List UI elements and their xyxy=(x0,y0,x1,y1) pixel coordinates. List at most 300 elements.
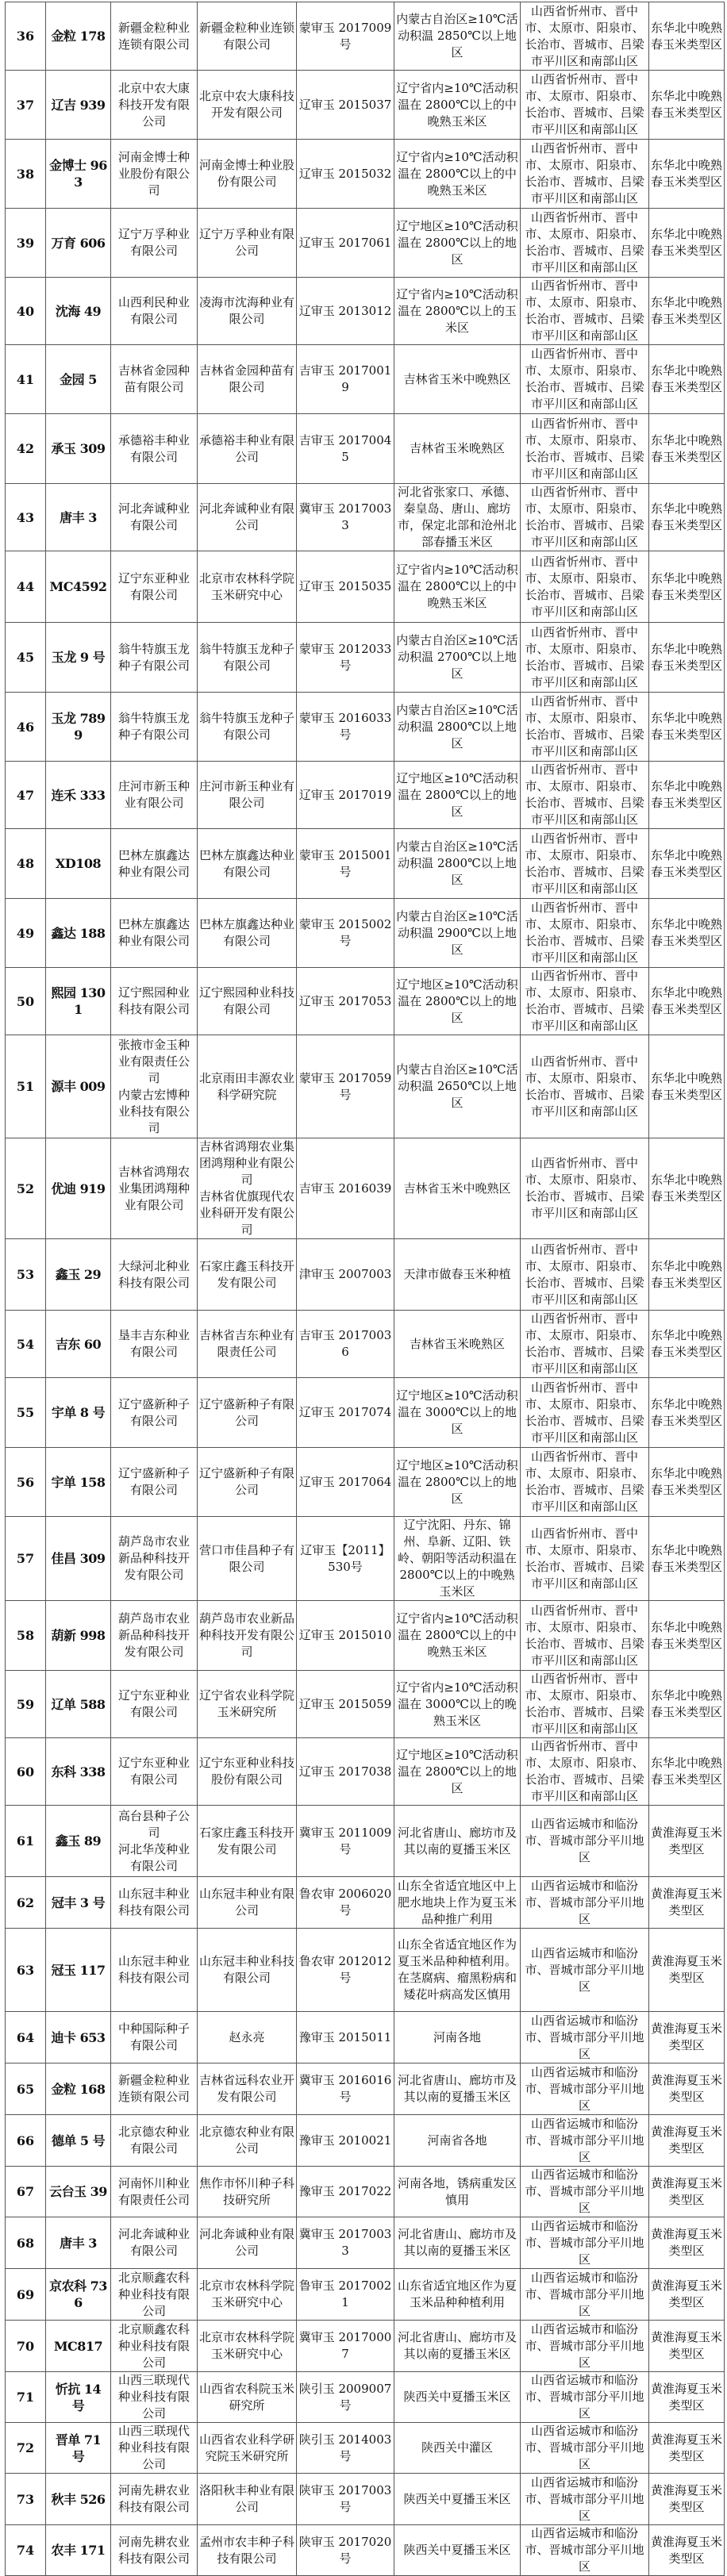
ecological-type-zone: 东华北中晚熟春玉米类型区 xyxy=(649,345,725,414)
breeder-cell: 凌海市沈海种业有限公司 xyxy=(198,278,297,345)
suitable-region: 内蒙古自治区≥10℃活动积温 2650℃以上地区 xyxy=(394,1035,521,1138)
applicant-cell: 山西三联现代种业科技有限公司 xyxy=(111,2372,198,2423)
ecological-type-zone: 东华北中晚熟春玉米类型区 xyxy=(649,71,725,140)
shanxi-introduction-region: 山西省忻州市、晋中市、太原市、阳泉市、长治市、晋城市、吕梁市平川区和南部山区 xyxy=(521,484,649,551)
row-number: 63 xyxy=(6,1929,46,2012)
variety-name: 万育 606 xyxy=(46,209,111,278)
variety-name: 忻抗 14 号 xyxy=(46,2372,111,2423)
row-number: 51 xyxy=(6,1035,46,1138)
approval-number: 津审玉 2007003 xyxy=(297,1239,394,1311)
row-number: 74 xyxy=(6,2525,46,2576)
table-row xyxy=(6,2012,725,2063)
applicant-cell: 承德裕丰种业有限公司 xyxy=(111,414,198,484)
breeder-cell: 庄河市新玉种业有限公司 xyxy=(198,762,297,829)
table-row xyxy=(6,2,725,71)
shanxi-introduction-region: 山西省运城市和临汾市、晋城市部分平川地区 xyxy=(521,1929,649,2012)
shanxi-introduction-region: 山西省忻州市、晋中市、太原市、阳泉市、长治市、晋城市、吕梁市平川区和南部山区 xyxy=(521,2,649,71)
table-row xyxy=(6,2217,725,2269)
suitable-region: 辽宁省内≥10℃活动积温在 2800℃以上的中晚熟玉米区 xyxy=(394,1601,521,1671)
ecological-type-zone: 东华北中晚熟春玉米类型区 xyxy=(649,209,725,278)
table-row xyxy=(6,1517,725,1601)
approval-number: 辽审玉 2015059 xyxy=(297,1671,394,1738)
approval-number: 辽审玉 2017038 xyxy=(297,1738,394,1806)
shanxi-introduction-region: 山西省忻州市、晋中市、太原市、阳泉市、长治市、晋城市、吕梁市平川区和南部山区 xyxy=(521,140,649,209)
applicant-cell: 河南怀川种业有限责任公司 xyxy=(111,2167,198,2217)
corn-variety-table xyxy=(5,2,725,2576)
applicant-cell: 辽宁东亚种业有限公司 xyxy=(111,1738,198,1806)
shanxi-introduction-region: 山西省忻州市、晋中市、太原市、阳泉市、长治市、晋城市、吕梁市平川区和南部山区 xyxy=(521,829,649,899)
shanxi-introduction-region: 山西省忻州市、晋中市、太原市、阳泉市、长治市、晋城市、吕梁市平川区和南部山区 xyxy=(521,693,649,762)
variety-name: 鑫玉 29 xyxy=(46,1239,111,1311)
applicant-cell: 北京顺鑫农科种业科技有限公司 xyxy=(111,2321,198,2372)
row-number: 43 xyxy=(6,484,46,551)
approval-number: 辽审玉 2015037 xyxy=(297,71,394,140)
breeder-cell: 翁牛特旗玉龙种子有限公司 xyxy=(198,693,297,762)
ecological-type-zone: 东华北中晚熟春玉米类型区 xyxy=(649,1448,725,1517)
applicant-cell: 山西利民种业有限公司 xyxy=(111,278,198,345)
applicant-cell: 巴林左旗鑫达种业有限公司 xyxy=(111,829,198,899)
table-row xyxy=(6,1877,725,1929)
shanxi-introduction-region: 山西省忻州市、晋中市、太原市、阳泉市、长治市、晋城市、吕梁市平川区和南部山区 xyxy=(521,1671,649,1738)
table-row xyxy=(6,899,725,968)
ecological-type-zone: 东华北中晚熟春玉米类型区 xyxy=(649,899,725,968)
shanxi-introduction-region: 山西省忻州市、晋中市、太原市、阳泉市、长治市、晋城市、吕梁市平川区和南部山区 xyxy=(521,278,649,345)
table-row xyxy=(6,1378,725,1448)
shanxi-introduction-region: 山西省运城市和临汾市、晋城市部分平川地区 xyxy=(521,2474,649,2525)
shanxi-introduction-region: 山西省忻州市、晋中市、太原市、阳泉市、长治市、晋城市、吕梁市平川区和南部山区 xyxy=(521,762,649,829)
row-number: 45 xyxy=(6,623,46,693)
breeder-cell: 葫芦岛市农业新品种科技开发有限公司 xyxy=(198,1601,297,1671)
ecological-type-zone: 黄淮海夏玉米类型区 xyxy=(649,2474,725,2525)
row-number: 64 xyxy=(6,2012,46,2063)
approval-number: 鲁农审 2012012号 xyxy=(297,1929,394,2012)
breeder-cell: 北京德农种业有限公司 xyxy=(198,2115,297,2167)
suitable-region: 河北省唐山、廊坊市及其以南的夏播玉米区 xyxy=(394,2321,521,2372)
variety-name: 宇单 8 号 xyxy=(46,1378,111,1448)
table-row xyxy=(6,345,725,414)
approval-number: 冀审玉 2016016号 xyxy=(297,2063,394,2115)
breeder-cell: 巴林左旗鑫达种业有限公司 xyxy=(198,899,297,968)
approval-number: 辽审玉【2011】530号 xyxy=(297,1517,394,1601)
shanxi-introduction-region: 山西省运城市和临汾市、晋城市部分平川地区 xyxy=(521,1806,649,1877)
table-row xyxy=(6,414,725,484)
shanxi-introduction-region: 山西省忻州市、晋中市、太原市、阳泉市、长治市、晋城市、吕梁市平川区和南部山区 xyxy=(521,899,649,968)
table-row xyxy=(6,1239,725,1311)
approval-number: 陕审玉 2017003号 xyxy=(297,2474,394,2525)
applicant-cell: 山东冠丰种业科技有限公司 xyxy=(111,1877,198,1929)
row-number: 48 xyxy=(6,829,46,899)
variety-name: 吉东 60 xyxy=(46,1311,111,1378)
ecological-type-zone: 东华北中晚熟春玉米类型区 xyxy=(649,1738,725,1806)
shanxi-introduction-region: 山西省忻州市、晋中市、太原市、阳泉市、长治市、晋城市、吕梁市平川区和南部山区 xyxy=(521,1311,649,1378)
row-number: 62 xyxy=(6,1877,46,1929)
row-number: 37 xyxy=(6,71,46,140)
row-number: 69 xyxy=(6,2269,46,2321)
variety-name: 农丰 171 xyxy=(46,2525,111,2576)
ecological-type-zone: 黄淮海夏玉米类型区 xyxy=(649,2269,725,2321)
suitable-region: 吉林省玉米中晚熟区 xyxy=(394,345,521,414)
variety-name: 晋单 71 号 xyxy=(46,2423,111,2474)
row-number: 61 xyxy=(6,1806,46,1877)
table-row xyxy=(6,2525,725,2576)
approval-number: 陕引玉 2009007号 xyxy=(297,2372,394,2423)
table-row xyxy=(6,1035,725,1138)
table-row xyxy=(6,693,725,762)
variety-name: 冠玉 117 xyxy=(46,1929,111,2012)
table-row xyxy=(6,2321,725,2372)
suitable-region: 辽宁省内≥10℃活动积温在 3000℃以上的晚熟玉米区 xyxy=(394,1671,521,1738)
approval-number: 吉审玉 20170036 xyxy=(297,1311,394,1378)
approval-number: 辽审玉 2017074 xyxy=(297,1378,394,1448)
variety-name: 辽吉 939 xyxy=(46,71,111,140)
table-row xyxy=(6,829,725,899)
applicant-cell: 河南金博士种业股份有限公司 xyxy=(111,140,198,209)
table-row xyxy=(6,2372,725,2423)
variety-name: 秋丰 526 xyxy=(46,2474,111,2525)
suitable-region: 内蒙古自治区≥10℃活动积温 2850℃以上地区 xyxy=(394,2,521,71)
ecological-type-zone: 黄淮海夏玉米类型区 xyxy=(649,2372,725,2423)
breeder-cell: 洛阳秋丰种业有限公司 xyxy=(198,2474,297,2525)
applicant-cell: 北京中农大康科技开发有限公司 xyxy=(111,71,198,140)
row-number: 55 xyxy=(6,1378,46,1448)
variety-name: 承玉 309 xyxy=(46,414,111,484)
variety-name: 京农科 736 xyxy=(46,2269,111,2321)
suitable-region: 河北省唐山、廊坊市及其以南的夏播玉米区 xyxy=(394,2217,521,2269)
ecological-type-zone: 黄淮海夏玉米类型区 xyxy=(649,2115,725,2167)
breeder-cell: 吉林省远科农业开发有限公司 xyxy=(198,2063,297,2115)
approval-number: 蒙审玉 2015001号 xyxy=(297,829,394,899)
row-number: 70 xyxy=(6,2321,46,2372)
row-number: 54 xyxy=(6,1311,46,1378)
table-row xyxy=(6,140,725,209)
table-body xyxy=(6,2,725,2576)
applicant-cell: 大绿河北种业科技有限公司 xyxy=(111,1239,198,1311)
variety-name: 金园 5 xyxy=(46,345,111,414)
shanxi-introduction-region: 山西省忻州市、晋中市、太原市、阳泉市、长治市、晋城市、吕梁市平川区和南部山区 xyxy=(521,1035,649,1138)
breeder-cell: 山西省农科院玉米研究所 xyxy=(198,2372,297,2423)
ecological-type-zone: 东华北中晚熟春玉米类型区 xyxy=(649,1311,725,1378)
applicant-cell: 辽宁东亚种业有限公司 xyxy=(111,1671,198,1738)
suitable-region: 辽宁地区≥10℃活动积温在 2800℃以上的地区 xyxy=(394,762,521,829)
suitable-region: 陕西关中夏播玉米区 xyxy=(394,2474,521,2525)
variety-name: 辽单 588 xyxy=(46,1671,111,1738)
row-number: 56 xyxy=(6,1448,46,1517)
ecological-type-zone: 黄淮海夏玉米类型区 xyxy=(649,2012,725,2063)
variety-name: MC4592 xyxy=(46,551,111,623)
approval-number: 豫审玉 2017022 xyxy=(297,2167,394,2217)
suitable-region: 吉林省玉米中晚熟区 xyxy=(394,1138,521,1239)
row-number: 44 xyxy=(6,551,46,623)
shanxi-introduction-region: 山西省忻州市、晋中市、太原市、阳泉市、长治市、晋城市、吕梁市平川区和南部山区 xyxy=(521,1239,649,1311)
approval-number: 豫审玉 2015011 xyxy=(297,2012,394,2063)
breeder-cell: 吉林省金园种苗有限公司 xyxy=(198,345,297,414)
approval-number: 蒙审玉 2015002号 xyxy=(297,899,394,968)
suitable-region: 内蒙古自治区≥10℃活动积温 2700℃以上地区 xyxy=(394,623,521,693)
variety-name: 唐丰 3 xyxy=(46,484,111,551)
shanxi-introduction-region: 山西省运城市和临汾市、晋城市部分平川地区 xyxy=(521,2372,649,2423)
applicant-cell: 河北奔诚种业有限公司 xyxy=(111,484,198,551)
approval-number: 辽审玉 2015010 xyxy=(297,1601,394,1671)
row-number: 36 xyxy=(6,2,46,71)
applicant-cell: 新疆金粒种业连锁有限公司 xyxy=(111,2063,198,2115)
shanxi-introduction-region: 山西省忻州市、晋中市、太原市、阳泉市、长治市、晋城市、吕梁市平川区和南部山区 xyxy=(521,414,649,484)
suitable-region: 辽宁地区≥10℃活动积温在 2800℃以上的地区 xyxy=(394,209,521,278)
applicant-cell: 垦丰吉东种业有限公司 xyxy=(111,1311,198,1378)
ecological-type-zone: 东华北中晚熟春玉米类型区 xyxy=(649,2,725,71)
variety-name: 玉龙 7899 xyxy=(46,693,111,762)
suitable-region: 内蒙古自治区≥10℃活动积温 2800℃以上地区 xyxy=(394,829,521,899)
breeder-cell: 北京中农大康科技开发有限公司 xyxy=(198,71,297,140)
applicant-cell: 巴林左旗鑫达种业有限公司 xyxy=(111,899,198,968)
variety-name: 熙园 1301 xyxy=(46,968,111,1035)
suitable-region: 内蒙古自治区≥10℃活动积温 2900℃以上地区 xyxy=(394,899,521,968)
suitable-region: 山东全省适宜地区作为夏玉米品种种植利用。在茎腐病、瘤黑粉病和矮花叶病高发区慎用 xyxy=(394,1929,521,2012)
breeder-cell: 辽宁盛新种子有限公司 xyxy=(198,1378,297,1448)
ecological-type-zone: 东华北中晚熟春玉米类型区 xyxy=(649,968,725,1035)
ecological-type-zone: 东华北中晚熟春玉米类型区 xyxy=(649,1035,725,1138)
breeder-cell: 辽宁东亚种业科技股份有限公司 xyxy=(198,1738,297,1806)
shanxi-introduction-region: 山西省忻州市、晋中市、太原市、阳泉市、长治市、晋城市、吕梁市平川区和南部山区 xyxy=(521,209,649,278)
breeder-cell: 北京市农林科学院玉米研究中心 xyxy=(198,551,297,623)
shanxi-introduction-region: 山西省运城市和临汾市、晋城市部分平川地区 xyxy=(521,2269,649,2321)
breeder-cell: 吉林省吉东种业有限责任公司 xyxy=(198,1311,297,1378)
approval-number: 鲁农审 2006020号 xyxy=(297,1877,394,1929)
table-row xyxy=(6,2167,725,2217)
suitable-region: 陕西关中夏播玉米区 xyxy=(394,2372,521,2423)
suitable-region: 辽宁省内≥10℃活动积温在 2800℃以上的玉米区 xyxy=(394,278,521,345)
breeder-cell: 辽宁盛新种子有限公司 xyxy=(198,1448,297,1517)
shanxi-introduction-region: 山西省运城市和临汾市、晋城市部分平川地区 xyxy=(521,2115,649,2167)
approval-number: 冀审玉 20170033 xyxy=(297,2217,394,2269)
shanxi-introduction-region: 山西省运城市和临汾市、晋城市部分平川地区 xyxy=(521,2217,649,2269)
shanxi-introduction-region: 山西省忻州市、晋中市、太原市、阳泉市、长治市、晋城市、吕梁市平川区和南部山区 xyxy=(521,1448,649,1517)
variety-name: 玉龙 9 号 xyxy=(46,623,111,693)
ecological-type-zone: 黄淮海夏玉米类型区 xyxy=(649,2167,725,2217)
ecological-type-zone: 东华北中晚熟春玉米类型区 xyxy=(649,623,725,693)
ecological-type-zone: 黄淮海夏玉米类型区 xyxy=(649,2063,725,2115)
breeder-cell: 承德裕丰种业有限公司 xyxy=(198,414,297,484)
ecological-type-zone: 东华北中晚熟春玉米类型区 xyxy=(649,414,725,484)
approval-number: 辽审玉 2015032 xyxy=(297,140,394,209)
table-row xyxy=(6,484,725,551)
row-number: 59 xyxy=(6,1671,46,1738)
applicant-cell: 河南先耕农业科技有限公司 xyxy=(111,2474,198,2525)
ecological-type-zone: 黄淮海夏玉米类型区 xyxy=(649,2525,725,2576)
variety-name: XD108 xyxy=(46,829,111,899)
shanxi-introduction-region: 山西省忻州市、晋中市、太原市、阳泉市、长治市、晋城市、吕梁市平川区和南部山区 xyxy=(521,1138,649,1239)
ecological-type-zone: 东华北中晚熟春玉米类型区 xyxy=(649,693,725,762)
ecological-type-zone: 黄淮海夏玉米类型区 xyxy=(649,2217,725,2269)
row-number: 72 xyxy=(6,2423,46,2474)
row-number: 49 xyxy=(6,899,46,968)
suitable-region: 山东全省适宜地区中上肥水地块上作为夏玉米品种推广利用 xyxy=(394,1877,521,1929)
ecological-type-zone: 东华北中晚熟春玉米类型区 xyxy=(649,484,725,551)
variety-name: MC817 xyxy=(46,2321,111,2372)
table-row xyxy=(6,2423,725,2474)
table-row xyxy=(6,968,725,1035)
shanxi-introduction-region: 山西省忻州市、晋中市、太原市、阳泉市、长治市、晋城市、吕梁市平川区和南部山区 xyxy=(521,345,649,414)
ecological-type-zone: 东华北中晚熟春玉米类型区 xyxy=(649,1239,725,1311)
breeder-cell: 山西省农业科学研究院玉米研究所 xyxy=(198,2423,297,2474)
suitable-region: 辽宁省内≥10℃活动积温在 2800℃以上的中晚熟玉米区 xyxy=(394,551,521,623)
variety-name: 沈海 49 xyxy=(46,278,111,345)
breeder-cell: 北京市农林科学院玉米研究中心 xyxy=(198,2321,297,2372)
approval-number: 辽审玉 2017019 xyxy=(297,762,394,829)
variety-name: 源丰 009 xyxy=(46,1035,111,1138)
suitable-region: 辽宁省内≥10℃活动积温在 2800℃以上的中晚熟玉米区 xyxy=(394,140,521,209)
applicant-cell: 河北奔诚种业有限公司 xyxy=(111,2217,198,2269)
row-number: 39 xyxy=(6,209,46,278)
table-row xyxy=(6,623,725,693)
table-row xyxy=(6,1601,725,1671)
ecological-type-zone: 东华北中晚熟春玉米类型区 xyxy=(649,1601,725,1671)
ecological-type-zone: 黄淮海夏玉米类型区 xyxy=(649,2423,725,2474)
table-row xyxy=(6,1738,725,1806)
table-row xyxy=(6,209,725,278)
breeder-cell: 北京市农林科学院玉米研究中心 xyxy=(198,2269,297,2321)
approval-number: 辽审玉 2013012 xyxy=(297,278,394,345)
applicant-cell: 新疆金粒种业连锁有限公司 xyxy=(111,2,198,71)
suitable-region: 陕西关中夏播玉米区 xyxy=(394,2525,521,2576)
row-number: 40 xyxy=(6,278,46,345)
suitable-region: 山东省适宜地区作为夏玉米品种种植利用 xyxy=(394,2269,521,2321)
variety-name: 宇单 158 xyxy=(46,1448,111,1517)
table-row xyxy=(6,1806,725,1877)
variety-name: 鑫玉 89 xyxy=(46,1806,111,1877)
breeder-cell: 石家庄鑫玉科技开发有限公司 xyxy=(198,1239,297,1311)
ecological-type-zone: 东华北中晚熟春玉米类型区 xyxy=(649,1378,725,1448)
ecological-type-zone: 黄淮海夏玉米类型区 xyxy=(649,1806,725,1877)
row-number: 60 xyxy=(6,1738,46,1806)
approval-number: 陕引玉 2014003号 xyxy=(297,2423,394,2474)
shanxi-introduction-region: 山西省忻州市、晋中市、太原市、阳泉市、长治市、晋城市、吕梁市平川区和南部山区 xyxy=(521,71,649,140)
suitable-region: 吉林省玉米晚熟区 xyxy=(394,414,521,484)
applicant-cell: 葫芦岛市农业新品种科技开发有限公司 xyxy=(111,1601,198,1671)
variety-name: 金博士 963 xyxy=(46,140,111,209)
suitable-region: 内蒙古自治区≥10℃活动积温 2800℃以上地区 xyxy=(394,693,521,762)
row-number: 68 xyxy=(6,2217,46,2269)
suitable-region: 陕西关中灌区 xyxy=(394,2423,521,2474)
breeder-cell: 石家庄鑫玉科技开发有限公司 xyxy=(198,1806,297,1877)
shanxi-introduction-region: 山西省运城市和临汾市、晋城市部分平川地区 xyxy=(521,2525,649,2576)
approval-number: 辽审玉 2015035 xyxy=(297,551,394,623)
breeder-cell: 辽宁熙园种业科技有限公司 xyxy=(198,968,297,1035)
variety-name: 佳昌 309 xyxy=(46,1517,111,1601)
ecological-type-zone: 东华北中晚熟春玉米类型区 xyxy=(649,1671,725,1738)
approval-number: 蒙审玉 2017059号 xyxy=(297,1035,394,1138)
shanxi-introduction-region: 山西省运城市和临汾市、晋城市部分平川地区 xyxy=(521,1877,649,1929)
approval-number: 鲁审玉 20170021 xyxy=(297,2269,394,2321)
suitable-region: 河北省唐山、廊坊市及其以南的夏播玉米区 xyxy=(394,2063,521,2115)
row-number: 66 xyxy=(6,2115,46,2167)
ecological-type-zone: 黄淮海夏玉米类型区 xyxy=(649,2321,725,2372)
breeder-cell: 北京雨田丰源农业科学研究院 xyxy=(198,1035,297,1138)
applicant-cell: 辽宁东亚种业有限公司 xyxy=(111,551,198,623)
suitable-region: 辽宁沈阳、丹东、锦州、阜新、辽阳、铁岭、朝阳等活动积温在 2800℃以上的中晚熟玉米区 xyxy=(394,1517,521,1601)
applicant-cell: 北京顺鑫农科种业科技有限公司 xyxy=(111,2269,198,2321)
breeder-cell: 巴林左旗鑫达种业有限公司 xyxy=(198,829,297,899)
ecological-type-zone: 黄淮海夏玉米类型区 xyxy=(649,1929,725,2012)
ecological-type-zone: 东华北中晚熟春玉米类型区 xyxy=(649,1138,725,1239)
breeder-cell: 河南金博士种业股份有限公司 xyxy=(198,140,297,209)
row-number: 65 xyxy=(6,2063,46,2115)
table-row xyxy=(6,551,725,623)
row-number: 50 xyxy=(6,968,46,1035)
table-row xyxy=(6,1311,725,1378)
suitable-region: 河南各地，锈病重发区慎用 xyxy=(394,2167,521,2217)
breeder-cell: 河北奔诚种业有限公司 xyxy=(198,484,297,551)
applicant-cell: 葫芦岛市农业新品种科技开发有限公司 xyxy=(111,1517,198,1601)
approval-number: 吉审玉 2016039 xyxy=(297,1138,394,1239)
applicant-cell: 翁牛特旗玉龙种子有限公司 xyxy=(111,623,198,693)
approval-number: 蒙审玉 2017009号 xyxy=(297,2,394,71)
table-row xyxy=(6,71,725,140)
applicant-cell: 北京德农种业有限公司 xyxy=(111,2115,198,2167)
shanxi-introduction-region: 山西省忻州市、晋中市、太原市、阳泉市、长治市、晋城市、吕梁市平川区和南部山区 xyxy=(521,551,649,623)
suitable-region: 吉林省玉米晚熟区 xyxy=(394,1311,521,1378)
approval-number: 豫审玉 2010021 xyxy=(297,2115,394,2167)
row-number: 57 xyxy=(6,1517,46,1601)
suitable-region: 辽宁地区≥10℃活动积温在 2800℃以上的地区 xyxy=(394,1738,521,1806)
breeder-cell: 新疆金粒种业连锁有限公司 xyxy=(198,2,297,71)
row-number: 53 xyxy=(6,1239,46,1311)
variety-name: 唐丰 3 xyxy=(46,2217,111,2269)
table-row xyxy=(6,2115,725,2167)
table-row xyxy=(6,1929,725,2012)
breeder-cell: 赵永亮 xyxy=(198,2012,297,2063)
shanxi-introduction-region: 山西省运城市和临汾市、晋城市部分平川地区 xyxy=(521,2321,649,2372)
approval-number: 辽审玉 2017053 xyxy=(297,968,394,1035)
breeder-cell: 山东冠丰种业有限公司 xyxy=(198,1877,297,1929)
variety-name: 冠丰 3 号 xyxy=(46,1877,111,1929)
approval-number: 冀审玉 20170033 xyxy=(297,484,394,551)
shanxi-introduction-region: 山西省忻州市、晋中市、太原市、阳泉市、长治市、晋城市、吕梁市平川区和南部山区 xyxy=(521,1601,649,1671)
shanxi-introduction-region: 山西省运城市和临汾市、晋城市部分平川地区 xyxy=(521,2167,649,2217)
applicant-cell: 辽宁熙园种业科技有限公司 xyxy=(111,968,198,1035)
suitable-region: 辽宁省内≥10℃活动积温在 2800℃以上的中晚熟玉米区 xyxy=(394,71,521,140)
breeder-cell: 河北奔诚种业有限公司 xyxy=(198,2217,297,2269)
breeder-cell: 辽宁万孚种业有限公司 xyxy=(198,209,297,278)
approval-number: 蒙审玉 2012033号 xyxy=(297,623,394,693)
approval-number: 吉审玉 20170045 xyxy=(297,414,394,484)
shanxi-introduction-region: 山西省运城市和临汾市、晋城市部分平川地区 xyxy=(521,2423,649,2474)
ecological-type-zone: 黄淮海夏玉米类型区 xyxy=(649,1877,725,1929)
ecological-type-zone: 东华北中晚熟春玉米类型区 xyxy=(649,140,725,209)
applicant-cell: 辽宁盛新种子有限公司 xyxy=(111,1448,198,1517)
ecological-type-zone: 东华北中晚熟春玉米类型区 xyxy=(649,762,725,829)
variety-name: 云台玉 39 xyxy=(46,2167,111,2217)
suitable-region: 天津市做春玉米种植 xyxy=(394,1239,521,1311)
variety-name: 德单 5 号 xyxy=(46,2115,111,2167)
variety-name: 连禾 333 xyxy=(46,762,111,829)
row-number: 42 xyxy=(6,414,46,484)
table-row xyxy=(6,2474,725,2525)
row-number: 38 xyxy=(6,140,46,209)
approval-number: 冀审玉 20170007 xyxy=(297,2321,394,2372)
applicant-cell: 高台县种子公司 河北华茂种业有限公司 xyxy=(111,1806,198,1877)
variety-name: 优迪 919 xyxy=(46,1138,111,1239)
variety-name: 金粒 168 xyxy=(46,2063,111,2115)
shanxi-introduction-region: 山西省忻州市、晋中市、太原市、阳泉市、长治市、晋城市、吕梁市平川区和南部山区 xyxy=(521,1517,649,1601)
breeder-cell: 吉林省鸿翔农业集团鸿翔种业有限公司 吉林省优旗现代农业科研开发有限公司 xyxy=(198,1138,297,1239)
table-row xyxy=(6,278,725,345)
table-row xyxy=(6,2063,725,2115)
row-number: 73 xyxy=(6,2474,46,2525)
applicant-cell: 翁牛特旗玉龙种子有限公司 xyxy=(111,693,198,762)
row-number: 47 xyxy=(6,762,46,829)
suitable-region: 辽宁地区≥10℃活动积温在 3000℃以上的地区 xyxy=(394,1378,521,1448)
table-row xyxy=(6,1671,725,1738)
